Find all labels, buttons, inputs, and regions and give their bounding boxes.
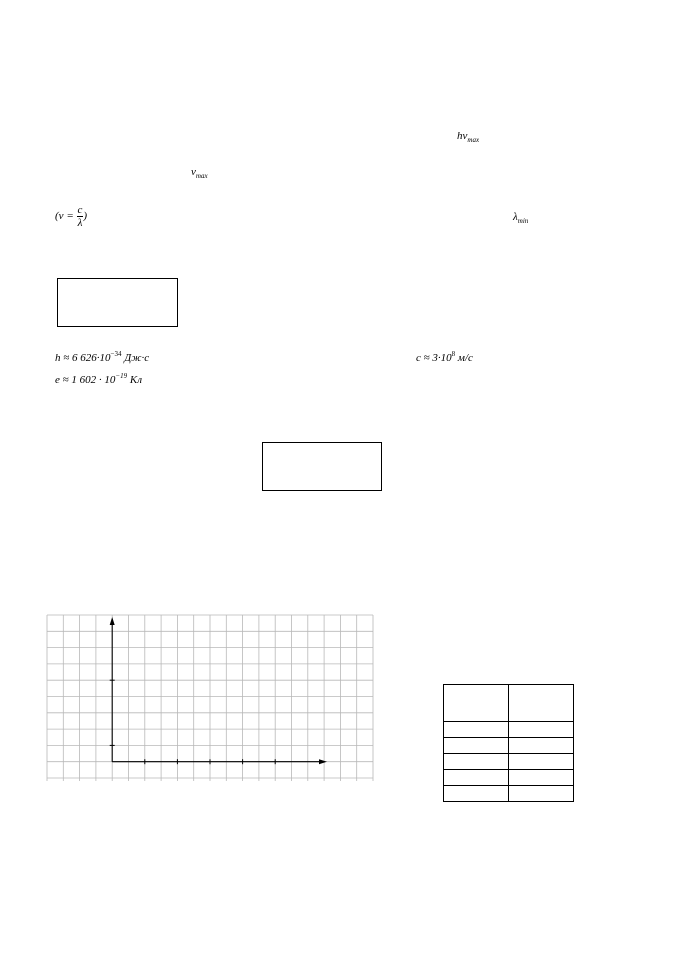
graph-grid — [46, 614, 374, 782]
constant-electron-charge — [55, 374, 142, 386]
formula-base: λ — [513, 211, 518, 223]
formula-subscript: max — [467, 136, 480, 144]
formula-lambda-min — [513, 211, 528, 223]
table-header-cell[interactable] — [509, 685, 574, 722]
formula-close-paren: ) — [83, 210, 88, 223]
graph-axes — [110, 617, 327, 764]
fraction-denominator: λ — [77, 217, 83, 229]
x-axis-arrow-icon — [319, 759, 327, 764]
answer-table — [443, 684, 574, 802]
constant-e-exponent: −19 — [115, 372, 128, 380]
formula-open-paren: ( — [55, 210, 59, 223]
table-row — [444, 738, 574, 754]
constant-planck-unit: Дж·с — [124, 352, 150, 364]
constant-planck-value: h ≈ 6 626·10 — [55, 352, 111, 364]
table-cell[interactable] — [509, 738, 574, 754]
constant-c-value: c ≈ 3·10 — [416, 352, 452, 364]
constant-speed-of-light — [416, 352, 473, 364]
constant-planck-exponent: −34 — [110, 350, 122, 358]
formula-equals: = — [66, 210, 74, 223]
table-row — [444, 770, 574, 786]
formula-h-nu-max — [457, 130, 479, 142]
answer-box-1[interactable] — [57, 278, 178, 327]
fraction-numerator: c — [77, 204, 83, 216]
table-cell[interactable] — [509, 770, 574, 786]
table-cell[interactable] — [444, 754, 509, 770]
constant-planck — [55, 352, 149, 364]
answer-box-2[interactable] — [262, 442, 382, 491]
grid-lines — [47, 615, 373, 781]
formula-nu-max — [191, 166, 208, 178]
table-cell[interactable] — [509, 722, 574, 738]
table-cell[interactable] — [444, 722, 509, 738]
formula-subscript: min — [517, 217, 529, 225]
table-cell[interactable] — [444, 738, 509, 754]
formula-base: ν — [191, 166, 196, 178]
table-cell[interactable] — [444, 786, 509, 802]
formula-nu-relation — [55, 204, 87, 229]
table-row — [444, 754, 574, 770]
constant-e-unit: Кл — [129, 374, 143, 386]
table-row — [444, 786, 574, 802]
table-row — [444, 722, 574, 738]
formula-base: hν — [457, 130, 468, 142]
constant-c-unit: м/с — [457, 352, 473, 364]
constant-e-value: e ≈ 1 602 · 10 — [55, 374, 116, 386]
table-header-cell[interactable] — [444, 685, 509, 722]
table-cell[interactable] — [509, 786, 574, 802]
table-header-row — [444, 685, 574, 722]
table-cell[interactable] — [444, 770, 509, 786]
y-axis-arrow-icon — [110, 617, 115, 625]
table-cell[interactable] — [509, 754, 574, 770]
formula-lhs: ν — [58, 210, 64, 223]
constant-c-exponent: 8 — [451, 350, 456, 358]
formula-subscript: max — [195, 172, 208, 180]
